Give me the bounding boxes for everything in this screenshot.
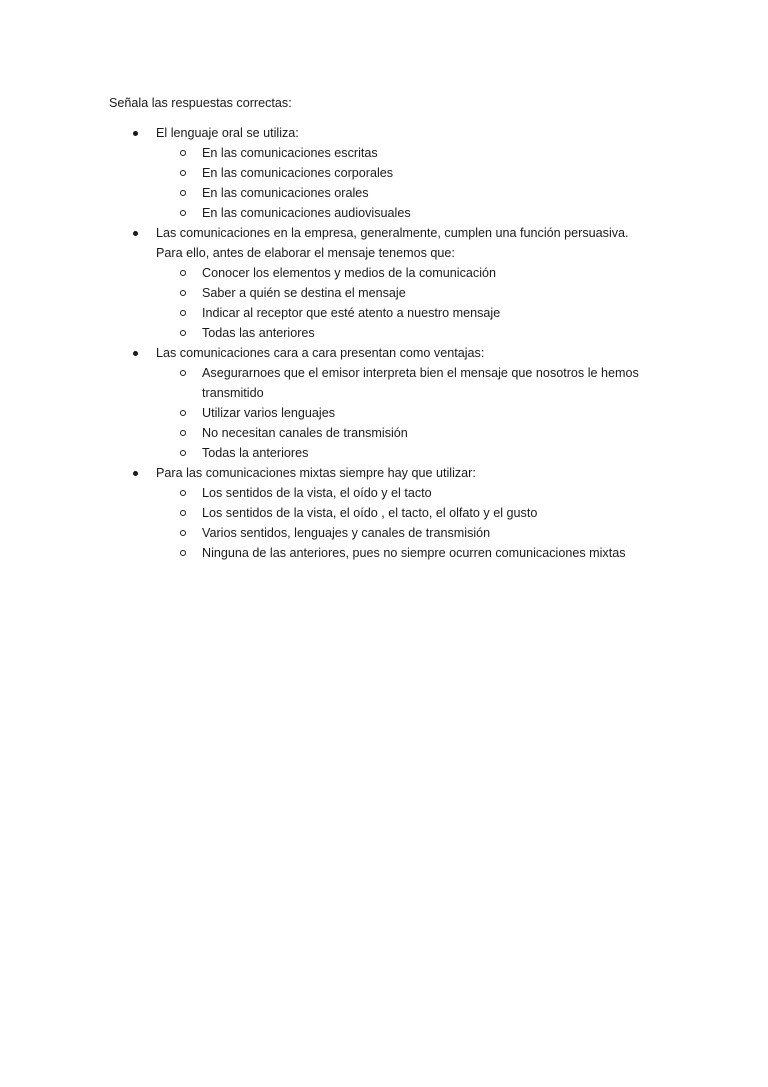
circle-bullet-icon xyxy=(180,490,186,496)
option-text xyxy=(202,183,662,203)
option-line: Indicar al receptor que esté atento a nuestro mensaje xyxy=(202,306,501,320)
circle-bullet-icon xyxy=(180,370,186,376)
option-text xyxy=(202,163,662,183)
circle-bullet-icon xyxy=(180,310,186,316)
option-text xyxy=(202,203,662,223)
circle-bullet-icon xyxy=(180,170,186,176)
circle-bullet-icon xyxy=(180,330,186,336)
answer-option[interactable] xyxy=(202,263,662,283)
question-text xyxy=(156,123,656,143)
answer-option[interactable] xyxy=(202,283,662,303)
answer-option[interactable] xyxy=(202,183,662,203)
option-text xyxy=(202,443,662,463)
option-text xyxy=(202,403,662,423)
answer-option[interactable] xyxy=(202,523,662,543)
circle-bullet-icon xyxy=(180,270,186,276)
question-text xyxy=(156,343,656,363)
instructions-heading: Señala las respuestas correctas: xyxy=(109,96,292,110)
option-line: Utilizar varios lenguajes xyxy=(202,406,335,420)
question-line: Para las comunicaciones mixtas siempre hay que utilizar: xyxy=(156,466,476,480)
option-line: Asegurarnoes que el emisor interpreta bien el mensaje que nosotros le hemos xyxy=(202,366,639,380)
option-line: Varios sentidos, lenguajes y canales de transmisión xyxy=(202,526,491,540)
answer-option[interactable] xyxy=(202,303,662,323)
option-line: En las comunicaciones corporales xyxy=(202,166,394,180)
question-line: Para ello, antes de elaborar el mensaje tenemos que: xyxy=(156,246,455,260)
option-list xyxy=(156,483,656,563)
option-line: Todas las anteriores xyxy=(202,326,315,340)
option-list xyxy=(156,143,656,223)
option-line: Todas la anteriores xyxy=(202,446,309,460)
question-text xyxy=(156,463,656,483)
option-line: Ninguna de las anteriores, pues no siempre ocurren comunicaciones mixtas xyxy=(202,546,626,560)
circle-bullet-icon xyxy=(180,290,186,296)
circle-bullet-icon xyxy=(180,150,186,156)
question-item xyxy=(0,463,656,563)
option-text xyxy=(202,423,662,443)
circle-bullet-icon xyxy=(180,430,186,436)
circle-bullet-icon xyxy=(180,530,186,536)
answer-option[interactable] xyxy=(202,323,662,343)
answer-option[interactable] xyxy=(202,483,662,503)
option-text xyxy=(202,263,662,283)
answer-option[interactable] xyxy=(202,423,662,443)
circle-bullet-icon xyxy=(180,550,186,556)
option-line: Saber a quién se destina el mensaje xyxy=(202,286,406,300)
option-text xyxy=(202,503,662,523)
option-text xyxy=(202,283,662,303)
question-text xyxy=(156,223,656,263)
question-item xyxy=(0,223,656,343)
circle-bullet-icon xyxy=(180,210,186,216)
option-text xyxy=(202,523,662,543)
option-text xyxy=(202,143,662,163)
circle-bullet-icon xyxy=(180,410,186,416)
answer-option[interactable] xyxy=(202,363,662,403)
question-item xyxy=(0,343,656,463)
option-line: transmitido xyxy=(202,386,264,400)
question-line: Las comunicaciones en la empresa, generalmente, cumplen una función persuasiva. xyxy=(156,226,629,240)
option-line: Conocer los elementos y medios de la comunicación xyxy=(202,266,497,280)
option-line: En las comunicaciones escritas xyxy=(202,146,378,160)
answer-option[interactable] xyxy=(202,203,662,223)
answer-option[interactable] xyxy=(202,143,662,163)
question-line: Las comunicaciones cara a cara presentan como ventajas: xyxy=(156,346,485,360)
option-line: Los sentidos de la vista, el oído y el tacto xyxy=(202,486,432,500)
option-text xyxy=(202,363,662,403)
circle-bullet-icon xyxy=(180,510,186,516)
answer-option[interactable] xyxy=(202,443,662,463)
option-text xyxy=(202,483,662,503)
answer-option[interactable] xyxy=(202,543,662,563)
option-text xyxy=(202,303,662,323)
circle-bullet-icon xyxy=(180,450,186,456)
question-item xyxy=(0,123,656,223)
option-list xyxy=(156,363,656,463)
answer-option[interactable] xyxy=(202,163,662,183)
question-list xyxy=(0,123,768,563)
option-line: En las comunicaciones audiovisuales xyxy=(202,206,411,220)
bullet-dot-icon xyxy=(133,231,138,236)
bullet-dot-icon xyxy=(133,131,138,136)
option-text xyxy=(202,543,662,563)
option-line: Los sentidos de la vista, el oído , el tacto, el olfato y el gusto xyxy=(202,506,538,520)
bullet-dot-icon xyxy=(133,471,138,476)
question-line: El lenguaje oral se utiliza: xyxy=(156,126,299,140)
answer-option[interactable] xyxy=(202,403,662,423)
answer-option[interactable] xyxy=(202,503,662,523)
option-list xyxy=(156,263,656,343)
option-line: En las comunicaciones orales xyxy=(202,186,369,200)
circle-bullet-icon xyxy=(180,190,186,196)
option-text xyxy=(202,323,662,343)
bullet-dot-icon xyxy=(133,351,138,356)
option-line: No necesitan canales de transmisión xyxy=(202,426,408,440)
